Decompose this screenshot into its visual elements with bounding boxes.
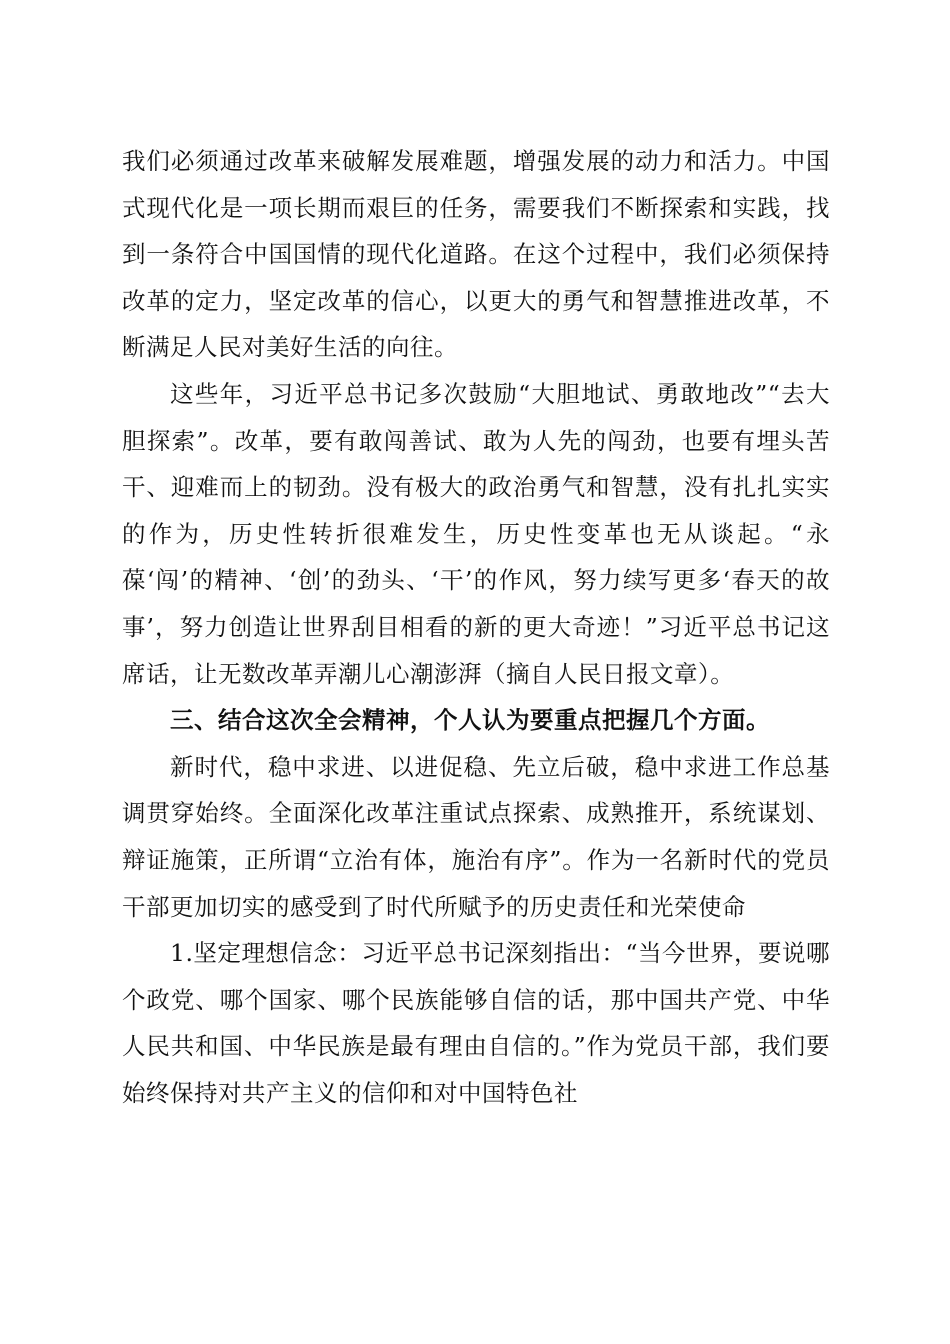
paragraph-continuation: 我们必须通过改革来破解发展难题，增强发展的动力和活力。中国式现代化是一项长期而艰巨的任务，需要我们不断探索和实践，找到一条符合中国国情的现代化道路。在这个过程中，我们必须保持改革的定力，坚定改革的信心，以更大的勇气和智慧推进改革，不断满足人民对美好生活的向往。 [122,147,830,362]
paragraph-new-era: 新时代，稳中求进、以进促稳、先立后破，稳中求进工作总基调贯穿始终。全面深化改革注重试点探索、成熟推开，系统谋划、辩证施策，正所谓“立治有体，施治有序”。作为一名新时代的党员干部更加切实的感受到了时代所赋予的历史责任和光荣使命 [122,752,830,921]
paragraph-ideals-beliefs: 1.坚定理想信念：习近平总书记深刻指出：“当今世界，要说哪个政党、哪个国家、哪个民族能够自信的话，那中国共产党、中华人民共和国、中华民族是最有理由自信的。”作为党员干部，我们要始终保持对共产主义的信仰和对中国特色社 [122,939,830,1107]
document-body [122,138,830,1116]
paragraph-reform-courage: 这些年，习近平总书记多次鼓励“大胆地试、勇敢地改”“去大胆探索”。改革，要有敢闯善试、敢为人先的闯劲，也要有埋头苦干、迎难而上的韧劲。没有极大的政治勇气和智慧，没有扎扎实实的作为，历史性转折很难发生，历史性变革也无从谈起。“永葆‘闯’的精神、‘创’的劲头、‘干’的作风，努力续写更多‘春天的故事’，努力创造让世界刮目相看的新的更大奇迹！”习近平总书记这席话，让无数改革弄潮儿心潮澎湃（摘自人民日报文章）。 [122,379,830,688]
section-heading-three: 三、结合这次全会精神，个人认为要重点把握几个方面。 [170,706,770,735]
